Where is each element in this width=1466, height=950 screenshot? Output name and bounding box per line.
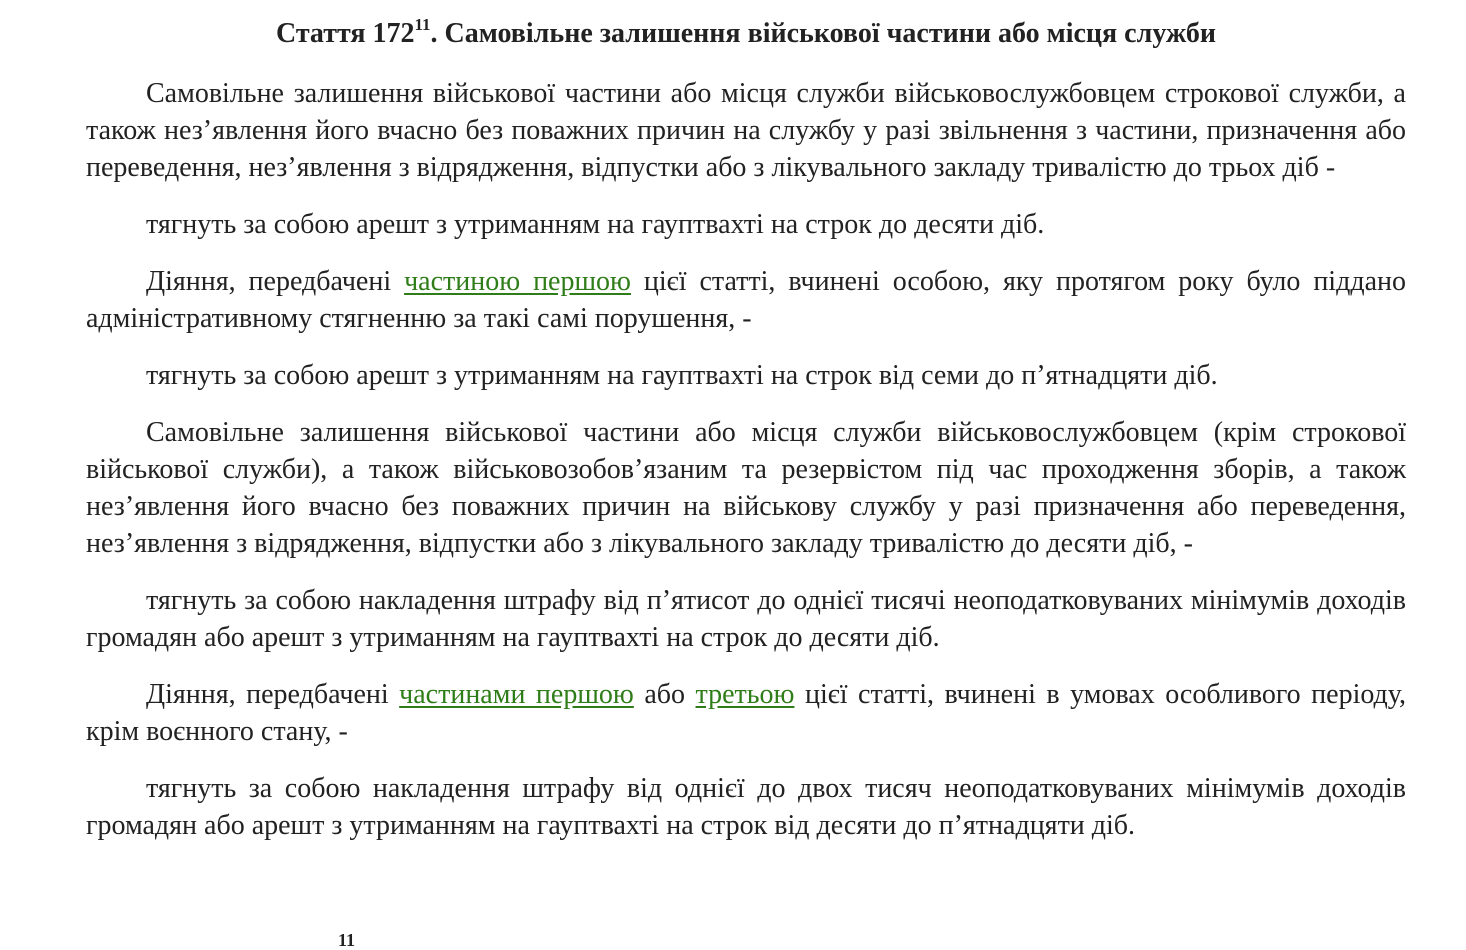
paragraph-4	[86, 357, 1406, 394]
paragraph-7-text-before: Діяння, передбачені	[146, 679, 400, 710]
paragraph-7-text-middle: або	[633, 679, 696, 710]
paragraph-3-text-after: цієї статті, вчинені особою, яку протягом року було піддано адміністративному стягненню за такі самі порушення, -	[86, 266, 1406, 334]
paragraph-3-text-before: Діяння, передбачені	[146, 266, 405, 297]
paragraph-4-text: тягнуть за собою арешт з утриманням на гауптвахті на строк від семи до п’ятнадцяти діб.	[146, 360, 1218, 391]
paragraph-8-text: тягнуть за собою накладення штрафу від однієї до двох тисяч неоподатковуваних мінімумів доходів громадян або арешт з утриманням на гауптвахті на строк від десяти до п’ятнадцяти діб.	[86, 773, 1406, 841]
link-parts-one[interactable]: частинами першою	[399, 679, 634, 710]
article-title-suffix: . Самовільне залишення військової частини або місця служби	[430, 18, 1217, 49]
article-title	[86, 14, 1406, 54]
paragraph-6	[86, 582, 1406, 656]
article-number-superscript: 11	[414, 14, 431, 34]
document-page	[86, 14, 1406, 864]
paragraph-2-text: тягнуть за собою арешт з утриманням на гауптвахті на строк до десяти діб.	[146, 209, 1045, 240]
paragraph-1-text: Самовільне залишення військової частини або місця служби військовослужбовцем строкової служби, а також нез’явлення його вчасно без поважних причин на службу у разі звільнення з частини, призначення або переведення, нез’явлення з відрядження, відпустки або з лікувального закладу тривалістю до трьох діб -	[86, 78, 1406, 183]
paragraph-3	[86, 263, 1406, 337]
next-article-superscript-stub: 11	[338, 930, 356, 950]
paragraph-7	[86, 676, 1406, 750]
link-part-one[interactable]: частиною першою	[404, 266, 631, 297]
paragraph-1	[86, 75, 1406, 186]
paragraph-8	[86, 770, 1406, 844]
link-part-three[interactable]: третьою	[695, 679, 795, 710]
paragraph-5-text: Самовільне залишення військової частини або місця служби військовослужбовцем (крім строкової військової служби), а також військовозобов’язаним та резервістом під час проходження зборів, а також нез’явлення його вчасно без поважних причин на військову службу у разі призначення або переведення, нез’явлення з відрядження, відпустки або з лікувального закладу тривалістю до десяти діб, -	[86, 417, 1406, 559]
paragraph-6-text: тягнуть за собою накладення штрафу від п’ятисот до однієї тисячі неоподатковуваних мінімумів доходів громадян або арешт з утриманням на гауптвахті на строк до десяти діб.	[86, 585, 1406, 653]
paragraph-7-text-after: цієї статті, вчинені в умовах особливого періоду, крім воєнного стану, -	[86, 679, 1406, 747]
paragraph-2	[86, 206, 1406, 243]
article-title-prefix: Стаття 172	[275, 18, 415, 49]
paragraph-5	[86, 414, 1406, 562]
